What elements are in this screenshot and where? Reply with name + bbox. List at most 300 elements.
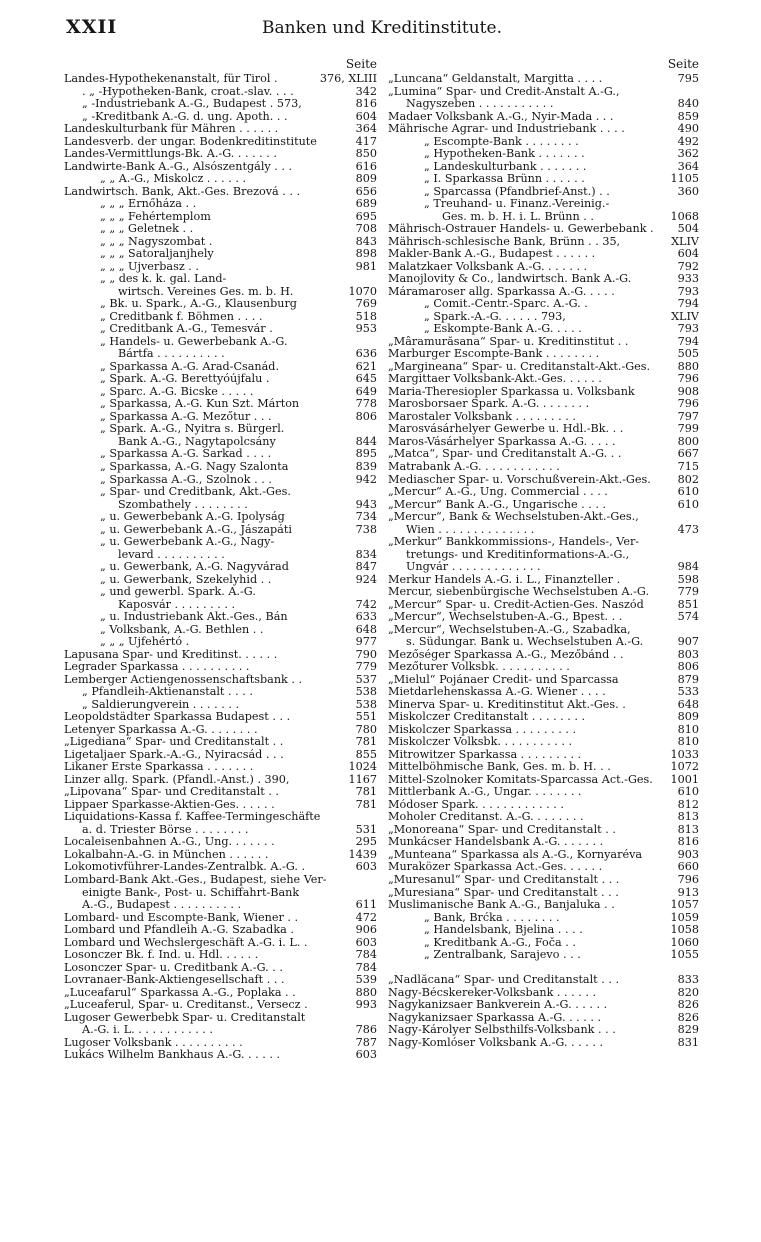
index-entry: [388, 824, 699, 837]
index-entry: [388, 386, 699, 399]
entry-text: tretungs- und Kreditinformations-A.-G.,: [406, 548, 630, 561]
index-entry: [388, 849, 699, 862]
entry-text: „ „ „ Nagyszombat .: [100, 235, 213, 248]
index-entry: [388, 373, 699, 386]
entry-text: „ Hypotheken-Bank . . . . . . .: [424, 148, 585, 161]
index-entry: [64, 999, 377, 1012]
entry-page: 1072: [668, 761, 699, 774]
index-entry: [388, 674, 699, 687]
entry-text: „ Sparc. A.-G. Bicske . . . . .: [100, 385, 254, 398]
entry-page: 810: [675, 724, 699, 737]
entry-page: 812: [675, 799, 699, 812]
entry-page: 809: [353, 173, 377, 186]
entry-page: 895: [353, 448, 377, 461]
entry-page: 820: [675, 987, 699, 1000]
index-entry: [64, 711, 377, 724]
entry-page: 492: [675, 136, 699, 149]
entry-page: 943: [353, 499, 377, 512]
entry-text: Matrabank A.-G. . . . . . . . . . . .: [388, 460, 560, 473]
entry-text: „Ligediana“ Spar- und Creditanstalt . .: [64, 736, 284, 749]
entry-page: 518: [353, 311, 377, 324]
entry-text: „ Landeskulturbank . . . . . . .: [424, 160, 587, 173]
index-list: [64, 73, 377, 1062]
entry-text: „Mercur“, Wechselstuben-A.-G., Szabadka,: [388, 623, 631, 636]
index-entry: [64, 98, 377, 111]
entry-page: 794: [675, 336, 699, 349]
entry-page: 898: [353, 248, 377, 261]
index-entry: [388, 411, 699, 424]
index-entry: [64, 674, 377, 687]
index-entry: [388, 398, 699, 411]
entry-text: Wien . . . . . . . . . . . . . .: [406, 523, 535, 536]
index-entry: [388, 962, 699, 975]
entry-page: 880: [353, 987, 377, 1000]
entry-page: 603: [353, 1049, 377, 1062]
entry-text: Marosvásárhelyer Gewerbe u. Hdl.-Bk. . .: [388, 423, 624, 436]
index-entry: [388, 474, 699, 487]
index-entry: [388, 574, 699, 587]
entry-page: 1070: [346, 286, 377, 299]
entry-text: „ Escompte-Bank . . . . . . . .: [424, 135, 579, 148]
index-entry: [64, 111, 377, 124]
entry-page: 795: [675, 73, 699, 86]
entry-page: 531: [353, 824, 377, 837]
entry-page: 645: [353, 373, 377, 386]
entry-text: Mährisch-Ostrauer Handels- u. Gewerbebank .: [388, 223, 654, 236]
entry-page: 809: [675, 711, 699, 724]
entry-page: 813: [675, 824, 699, 837]
index-entry: [64, 223, 377, 236]
index-entry: [388, 336, 699, 349]
entry-page: 843: [353, 236, 377, 249]
entry-page: 1068: [668, 211, 699, 224]
entry-text: „ Bk. u. Spark., A.-G., Klausenburg: [100, 298, 297, 311]
entry-page: 715: [675, 461, 699, 474]
index-entry: [64, 1012, 377, 1025]
entry-text: „ Spar- und Creditbank, Akt.-Ges.: [100, 486, 291, 499]
entry-page: 803: [675, 649, 699, 662]
entry-page: 907: [675, 636, 699, 649]
index-entry: [388, 711, 699, 724]
entry-text: Nagy-Komlóser Volksbank A.-G. . . . . .: [388, 1036, 604, 1049]
entry-text: Lippaer Sparkasse-Aktien-Ges. . . . . .: [64, 798, 275, 811]
entry-page: 648: [675, 699, 699, 712]
entry-text: Mährische Agrar- und Industriebank . . . .: [388, 123, 625, 136]
entry-page: 656: [353, 186, 377, 199]
entry-text: Lombard und Wechslergeschäft A.-G. i. L. .: [64, 936, 308, 949]
entry-text: Marostaler Volksbank . . . . . . . . .: [388, 410, 576, 423]
index-entry: [64, 561, 377, 574]
entry-page: 977: [353, 636, 377, 649]
entry-text: Lombard und Pfandleih A.-G. Szabadka .: [64, 924, 294, 937]
entry-text: „ Treuhand- u. Finanz.-Vereinig.-: [424, 198, 610, 211]
index-entry: [64, 173, 377, 186]
index-entry: [388, 649, 699, 662]
entry-page: 780: [353, 724, 377, 737]
index-entry: [388, 1012, 699, 1025]
index-entry: [388, 987, 699, 1000]
entry-text: Miskolczer Sparkassa . . . . . . . . .: [388, 723, 577, 736]
entry-page: 790: [353, 649, 377, 662]
index-entry: [388, 286, 699, 299]
index-entry: [388, 724, 699, 737]
entry-page: 829: [675, 1024, 699, 1037]
entry-page: 924: [353, 574, 377, 587]
entry-text: Losonczer Bk. f. Ind. u. Hdl. . . . . .: [64, 949, 259, 962]
index-entry: [64, 524, 377, 537]
entry-page: 847: [353, 561, 377, 574]
entry-text: „ Saldierungverein . . . . . . .: [82, 698, 240, 711]
index-entry: [388, 73, 699, 86]
entry-text: „ „ A.-G., Miskolcz . . . . . .: [100, 173, 247, 186]
entry-page: 796: [675, 874, 699, 887]
entry-page: 793: [675, 323, 699, 336]
entry-text: Lombard-Bank Akt.-Ges., Budapest, siehe Ver-: [64, 874, 327, 886]
index-entry: [388, 761, 699, 774]
index-entry: [64, 336, 377, 349]
index-entry: [64, 611, 377, 624]
entry-page: 792: [675, 261, 699, 274]
seite-label: Seite: [667, 57, 699, 71]
entry-page: 610: [675, 499, 699, 512]
entry-text: Muslimanische Bank A.-G., Banjaluka . .: [388, 899, 615, 912]
index-entry: [64, 1049, 377, 1062]
index-list: [388, 73, 699, 1049]
entry-page: 342: [353, 86, 377, 99]
entry-page: 903: [675, 849, 699, 862]
index-entry: [64, 436, 377, 449]
entry-text: Moholer Creditanst. A.-G. . . . . . . .: [388, 811, 584, 824]
entry-text: Mediascher Spar- u. Vorschußverein-Akt.-Ges.: [388, 473, 651, 486]
entry-page: 810: [675, 736, 699, 749]
entry-page: 806: [353, 411, 377, 424]
index-entry: [388, 186, 699, 199]
entry-text: „ „ „ Ernőháza . .: [100, 198, 197, 211]
entry-text: „Luncana“ Geldanstalt, Margitta . . . .: [388, 73, 603, 85]
index-entry: [64, 73, 377, 86]
index-entry: [388, 937, 699, 950]
entry-page: 604: [353, 111, 377, 124]
entry-page: 779: [353, 661, 377, 674]
entry-text: a. d. Triester Börse . . . . . . . .: [82, 823, 249, 836]
index-entry: [388, 273, 699, 286]
index-entry: [64, 536, 377, 549]
entry-page: 781: [353, 799, 377, 812]
entry-page: 816: [353, 98, 377, 111]
entry-page: 742: [353, 599, 377, 612]
index-entry: [64, 761, 377, 774]
index-entry: [64, 549, 377, 562]
entry-page: 1001: [668, 774, 699, 787]
index-entry: [64, 811, 377, 824]
index-entry: [388, 1037, 699, 1050]
index-entry: [64, 899, 377, 912]
index-entry: [64, 774, 377, 787]
entry-page: 1439: [346, 849, 377, 862]
entry-text: „Mercur“, Wechselstuben-A.-G., Bpest. . .: [388, 611, 623, 624]
entry-text: „ u. Gewerbank, Szekelyhid . .: [100, 573, 272, 586]
entry-text: Nagykanizsaer Bankverein A.-G. . . . . .: [388, 999, 608, 1012]
index-entry: [64, 123, 377, 136]
entry-text: Szombathely . . . . . . . .: [118, 498, 248, 511]
index-entry: [64, 949, 377, 962]
entry-text: Localeisenbahnen A.-G., Ung. . . . . . .: [64, 836, 275, 849]
index-entry: [64, 511, 377, 524]
entry-text: Nagyszeben . . . . . . . . . . .: [406, 98, 554, 111]
entry-text: „Lipovana“ Spar- und Creditanstalt . .: [64, 786, 279, 799]
entry-text: „ und gewerbl. Spark. A.-G.: [100, 586, 256, 599]
entry-text: „ Creditbank A.-G., Temesvár .: [100, 323, 273, 336]
entry-text: Módoser Spark. . . . . . . . . . . . .: [388, 798, 564, 811]
index-entry: [64, 861, 377, 874]
entry-text: „ Spark.-A.-G. . . . . . 793,: [424, 310, 566, 323]
index-entry: [388, 448, 699, 461]
seite-label: Seite: [345, 57, 377, 71]
entry-page: 839: [353, 461, 377, 474]
index-entry: [64, 586, 377, 599]
entry-page: 906: [353, 924, 377, 937]
entry-page: 1024: [346, 761, 377, 774]
entry-text: „ Sparkassa A.-G. Mezőtur . . .: [100, 410, 272, 423]
entry-text: Minerva Spar- u. Kreditinstitut Akt.-Ges. .: [388, 698, 626, 711]
entry-text: . „ -Hypotheken-Bank, croat.-slav. . . .: [82, 85, 294, 98]
index-entry: [64, 323, 377, 336]
entry-text: Lugoser Volksbank . . . . . . . . . .: [64, 1036, 243, 1049]
entry-page: 831: [675, 1037, 699, 1050]
index-entry: [388, 499, 699, 512]
index-entry: [388, 136, 699, 149]
index-entry: [388, 323, 699, 336]
entry-page: 796: [675, 398, 699, 411]
index-entry: [64, 361, 377, 374]
entry-text: Mittel-Szolnoker Komitats-Sparcassa Act.-Ges.: [388, 773, 653, 786]
entry-page: 942: [353, 474, 377, 487]
entry-page: 648: [353, 624, 377, 637]
index-entry: [388, 561, 699, 574]
index-entry: [388, 899, 699, 912]
index-entry: [64, 261, 377, 274]
index-entry: [64, 373, 377, 386]
entry-text: „Mercur“ Bank A.-G., Ungarische . . . .: [388, 498, 607, 511]
index-entry: [64, 824, 377, 837]
entry-page: 993: [353, 999, 377, 1012]
entry-text: Miskolczer Volksbk. . . . . . . . . . .: [388, 736, 573, 749]
entry-page: 473: [675, 524, 699, 537]
entry-page: 708: [353, 223, 377, 236]
page-header: [66, 16, 698, 40]
entry-text: Munkácser Handelsbank A.-G. . . . . . .: [388, 836, 604, 849]
entry-page: 504: [675, 223, 699, 236]
entry-text: „ Sparkassa A.-G. Sarkad . . . .: [100, 448, 272, 461]
index-entry: [64, 486, 377, 499]
index-entry: [388, 198, 699, 211]
entry-page: 636: [353, 348, 377, 361]
entry-page: 913: [675, 887, 699, 900]
entry-page: 793: [675, 286, 699, 299]
entry-text: „ Bank, Brćka . . . . . . . .: [424, 911, 560, 924]
index-entry: [64, 273, 377, 286]
index-entry: [64, 924, 377, 937]
entry-text: „Muresiana“ Spar- und Creditanstalt . . .: [388, 886, 619, 899]
entry-text: Maria-Theresiopler Sparkassa u. Volksbank: [388, 385, 635, 398]
index-entry: [388, 148, 699, 161]
entry-text: einigte Bank-, Post- u. Schiffahrt-Bank: [82, 886, 300, 899]
entry-text: Ligetaljaer Spark.-A.-G., Nyiracsád . . .: [64, 748, 284, 761]
entry-page: 784: [353, 949, 377, 962]
index-entry: [388, 749, 699, 762]
index-entry: [64, 699, 377, 712]
entry-text: „ u. Gewerbebank A.-G., Nagy-: [100, 536, 275, 549]
index-entry: [64, 636, 377, 649]
entry-text: Lapusana Spar- und Kreditinst. . . . . .: [64, 648, 278, 661]
entry-page: 649: [353, 386, 377, 399]
index-entry: [64, 136, 377, 149]
entry-text: „Mâramurăsana“ Spar- u. Kreditinstitut . .: [388, 335, 629, 348]
index-entry: [64, 86, 377, 99]
index-entry: [388, 999, 699, 1012]
entry-page: 417: [353, 136, 377, 149]
entry-text: „ Sparkassa A.-G. Arad-Csanád.: [100, 360, 280, 373]
index-entry: [388, 836, 699, 849]
entry-page: 364: [675, 161, 699, 174]
index-entry: [388, 912, 699, 925]
entry-page: 806: [675, 661, 699, 674]
entry-text: Mittlerbank A.-G., Ungar. . . . . . . .: [388, 786, 582, 799]
index-entry: [388, 949, 699, 962]
entry-page: 834: [353, 549, 377, 562]
entry-page: 813: [675, 811, 699, 824]
entry-page: 604: [675, 248, 699, 261]
entry-text: Letenyer Sparkassa A.-G. . . . . . . .: [64, 723, 258, 736]
entry-page: 610: [675, 486, 699, 499]
entry-text: „ Sparkassa, A.-G. Nagy Szalonta: [100, 460, 289, 473]
entry-page: 1060: [668, 937, 699, 950]
index-entry: [388, 86, 699, 99]
index-entry: [388, 223, 699, 236]
index-entry: [64, 499, 377, 512]
entry-page: 786: [353, 1024, 377, 1037]
entry-text: „Merkur“ Bankkommissions-, Handels-, Ver-: [388, 536, 640, 549]
index-entry: [64, 411, 377, 424]
entry-page: 1105: [668, 173, 699, 186]
index-entry: [64, 286, 377, 299]
entry-text: wirtsch. Vereines Ges. m. b. H.: [118, 285, 294, 298]
entry-text: A.-G. i. L. . . . . . . . . . . .: [82, 1024, 213, 1037]
entry-page: 816: [675, 836, 699, 849]
entry-text: „ Spark. A.-G. Berettyóújfalu .: [100, 373, 270, 386]
index-entry: [64, 236, 377, 249]
index-entry: [388, 436, 699, 449]
entry-page: 781: [353, 786, 377, 799]
entry-page: 933: [675, 273, 699, 286]
entry-page: 859: [675, 111, 699, 124]
index-entry: [388, 98, 699, 111]
entry-text: „ „ „ Satoraljanjhely: [100, 248, 214, 261]
index-entry: [388, 211, 699, 224]
entry-text: „Munteana“ Sparkassa als A.-G., Kornyaréva: [388, 848, 643, 861]
entry-page: 787: [353, 1037, 377, 1050]
entry-text: „ Creditbank f. Böhmen . . . .: [100, 310, 263, 323]
entry-page: 1059: [668, 912, 699, 925]
entry-text: „ -Industriebank A.-G., Budapest . 573,: [82, 98, 302, 111]
index-entry: [64, 962, 377, 975]
entry-page: 362: [675, 148, 699, 161]
entry-text: Leopoldstädter Sparkassa Budapest . . .: [64, 711, 291, 724]
index-entry: [64, 461, 377, 474]
entry-text: Landeskulturbank für Mähren . . . . . .: [64, 123, 279, 136]
entry-text: „ Spark. A.-G., Nyitra s. Bürgerl.: [100, 423, 285, 436]
index-entry: [388, 173, 699, 186]
entry-page: 574: [675, 611, 699, 624]
index-entry: [388, 298, 699, 311]
entry-page: 850: [353, 148, 377, 161]
index-entry: [388, 461, 699, 474]
entry-text: „ Pfandleih-Aktienanstalt . . . .: [82, 686, 253, 699]
index-entry: [64, 987, 377, 1000]
entry-page: 505: [675, 348, 699, 361]
index-entry: [388, 423, 699, 436]
index-entry: [388, 248, 699, 261]
index-entry: [388, 236, 699, 249]
entry-text: „Mercur“, Bank & Wechselstuben-Akt.-Ges.,: [388, 511, 639, 524]
entry-text: Muraközer Sparkassa Act.-Ges. . . . . .: [388, 861, 603, 874]
entry-text: Kaposvár . . . . . . . . .: [118, 598, 236, 611]
index-entry: [64, 836, 377, 849]
entry-text: Marburger Escompte-Bank . . . . . . . .: [388, 348, 600, 361]
entry-text: „ Kreditbank A.-G., Foča . .: [424, 936, 576, 949]
entry-text: Lukács Wilhelm Bankhaus A.-G. . . . . .: [64, 1049, 280, 1062]
entry-text: Margittaer Volksbank-Akt.-Ges. . . . . .: [388, 373, 602, 386]
entry-page: 879: [675, 674, 699, 687]
entry-page: 603: [353, 937, 377, 950]
index-entry: [388, 536, 699, 549]
entry-page: XLIV: [668, 311, 699, 324]
index-entry: [388, 636, 699, 649]
entry-page: 769: [353, 298, 377, 311]
entry-text: Miskolczer Creditanstalt . . . . . . . .: [388, 711, 586, 724]
entry-page: 295: [353, 836, 377, 849]
index-entry: [64, 974, 377, 987]
entry-text: „ u. Industriebank Akt.-Ges., Bán: [100, 611, 288, 624]
entry-text: s. Südungar. Bank u. Wechselstuben A.-G.: [406, 636, 644, 649]
index-entry: [388, 799, 699, 812]
index-entry: [388, 311, 699, 324]
entry-page: 551: [353, 711, 377, 724]
entry-text: Bártfa . . . . . . . . . .: [118, 348, 225, 361]
index-entry: [388, 774, 699, 787]
entry-text: „ I. Sparkassa Brünn . . . . . .: [424, 173, 585, 186]
entry-page: XLIV: [668, 236, 699, 249]
entry-text: Landwirtsch. Bank, Akt.-Ges. Brezová . . .: [64, 185, 301, 198]
index-entry: [64, 624, 377, 637]
entry-text: Ungvár . . . . . . . . . . . . .: [406, 561, 541, 574]
index-entry: [64, 912, 377, 925]
index-entry: [388, 348, 699, 361]
page-title: Banken und Kreditinstitute.: [262, 18, 502, 38]
index-entry: [388, 1024, 699, 1037]
index-entry: [388, 887, 699, 900]
entry-text: „Mercur“ Spar- u. Credit-Actien-Ges. Naszód: [388, 598, 644, 611]
index-entry: [388, 123, 699, 136]
index-entry: [388, 686, 699, 699]
entry-page: 621: [353, 361, 377, 374]
index-entry: [388, 924, 699, 937]
entry-page: 796: [675, 373, 699, 386]
index-entry: [64, 161, 377, 174]
entry-page: 855: [353, 749, 377, 762]
entry-text: „Matca“, Spar- und Creditanstalt A.-G. . .: [388, 448, 622, 461]
entry-text: „ Handels- u. Gewerbebank A.-G.: [100, 335, 288, 348]
